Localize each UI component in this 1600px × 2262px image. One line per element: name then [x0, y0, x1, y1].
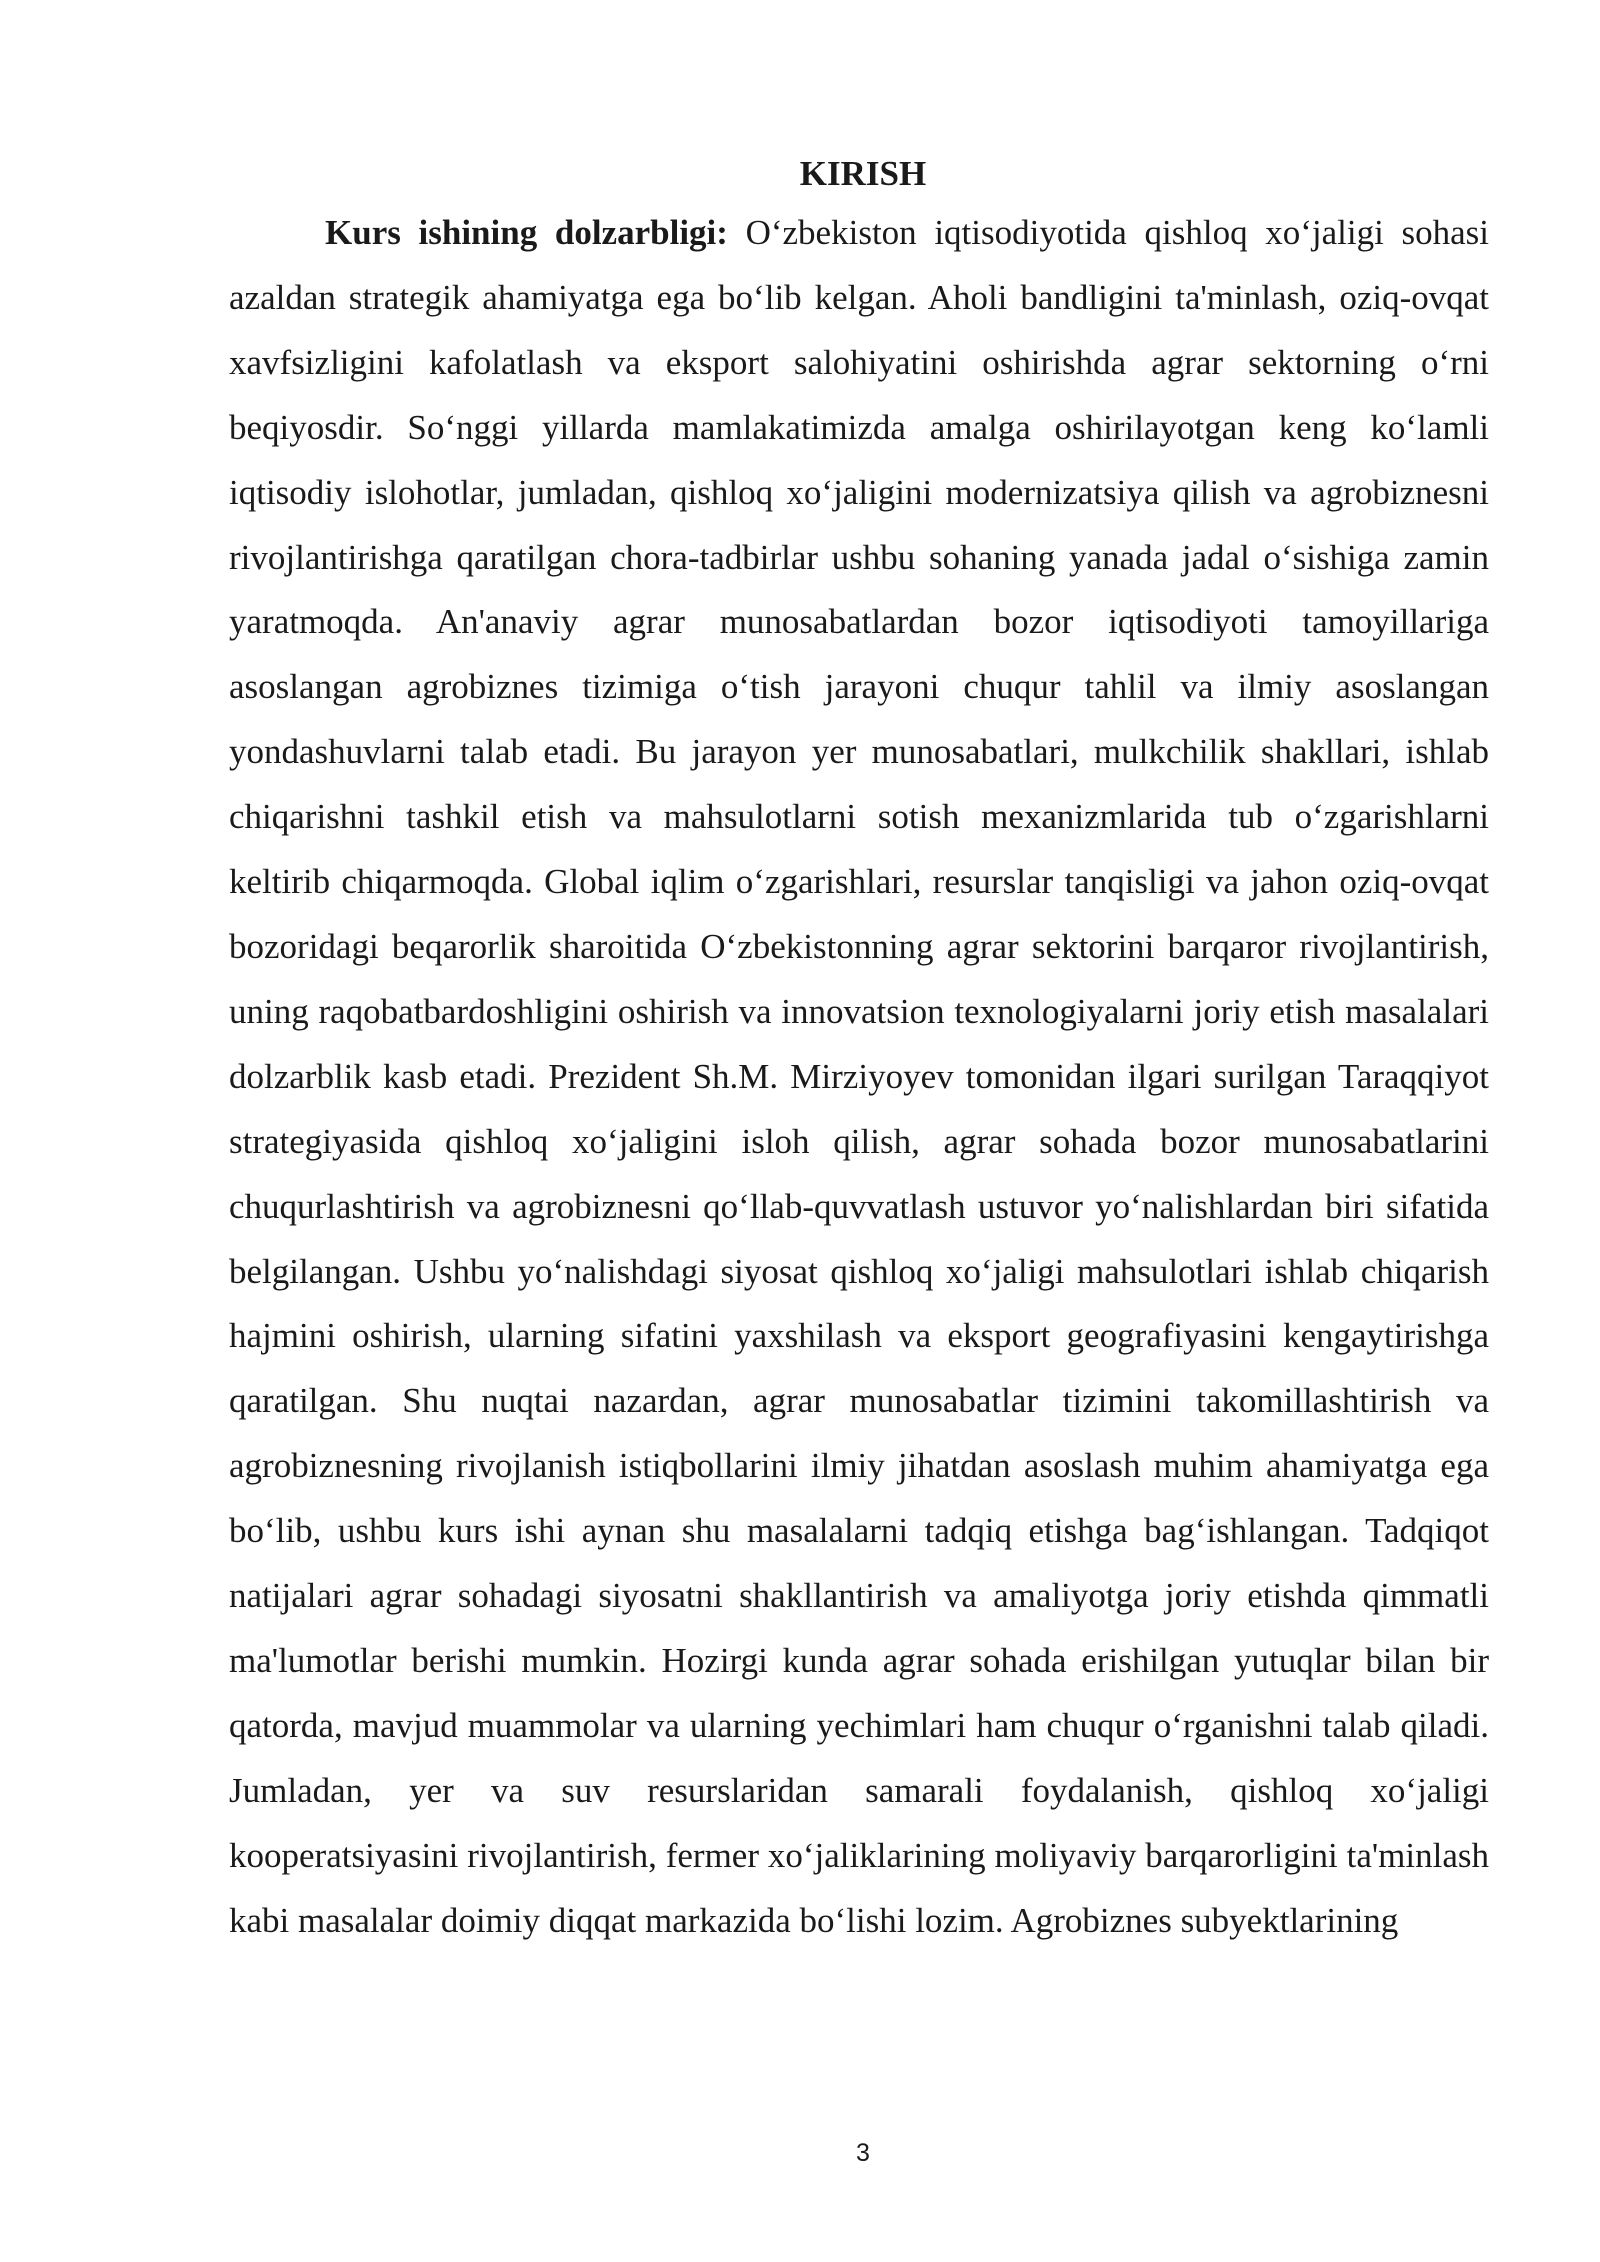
page-number: 3 [856, 2139, 870, 2167]
paragraph-text: Oʻzbekiston iqtisodiyotida qishloq xoʻjaligi sohasi azaldan strategik ahamiyatga ega boʻlib kelgan. Aholi bandligini ta'minlash, oziq-ovqat xavfsizligini kafolatlash va eksport salohiyatini oshirishda agrar sektorning oʻrni beqiyosdir. Soʻnggi yillarda mamlakatimizda amalga oshirilayotgan keng koʻlamli iqtisodiy islohotlar, jumladan, qishloq xoʻjaligini modernizatsiya qilish va agrobiznesni rivojlantirishga qaratilgan chora-tadbirlar ushbu sohaning yanada jadal oʻsishiga zamin yaratmoqda. An'anaviy agrar munosabatlardan bozor iqtisodiyoti tamoyillariga asoslangan agrobiznes tizimiga oʻtish jarayoni chuqur tahlil va ilmiy asoslangan yondashuvlarni talab etadi. Bu jarayon yer munosabatlari, mulkchilik shakllari, ishlab chiqarishni tashkil etish va mahsulotlarni sotish mexanizmlarida tub oʻzgarishlarni keltirib chiqarmoqda. Global iqlim oʻzgarishlari, resurslar tanqisligi va jahon oziq-ovqat bozoridagi beqarorlik sharoitida Oʻzbekistonning agrar sektorini barqaror rivojlantirish, uning raqobatbardoshligini oshirish va innovatsion texnologiyalarni joriy etish masalalari dolzarblik kasb etadi. Prezident Sh.M. Mirziyoyev tomonidan ilgari surilgan Taraqqiyot strategiyasida qishloq xoʻjaligini isloh qilish, agrar sohada bozor munosabatlarini chuqurlashtirish va agrobiznesni qoʻllab-quvvatlash ustuvor yoʻnalishlardan biri sifatida belgilangan. Ushbu yoʻnalishdagi siyosat qishloq xoʻjaligi mahsulotlari ishlab chiqarish hajmini oshirish, ularning sifatini yaxshilash va eksport geografiyasini kengaytirishga qaratilgan. Shu nuqtai nazardan, agrar munosabatlar tizimini takomillashtirish va agrobiznesning rivojlanish istiqbollarini ilmiy jihatdan asoslash muhim ahamiyatga ega boʻlib, ushbu kurs ishi aynan shu masalalarni tadqiq etishga bagʻishlangan. Tadqiqot natijalari agrar sohadagi siyosatni shakllantirish va amaliyotga joriy etishda qimmatli ma'lumotlar berishi mumkin. Hozirgi kunda agrar sohada erishilgan yutuqlar bilan bir qatorda, mavjud muammolar va ularning yechimlari ham chuqur oʻrganishni talab qiladi. Jumladan, yer va suv resurslaridan samarali foydalanish, qishloq xoʻjaligi kooperatsiyasini rivojlantirish, fermer xoʻjaliklarining moliyaviy barqarorligini ta'minlash kabi masalalar doimiy diqqat markazida boʻlishi lozim. Agrobiznes subyektlarining [229, 213, 1489, 1940]
paragraph-lead: Kurs ishining dolzarbligi: [325, 213, 728, 252]
section-heading: KIRISH [799, 154, 927, 193]
body-paragraph [229, 201, 1489, 1953]
